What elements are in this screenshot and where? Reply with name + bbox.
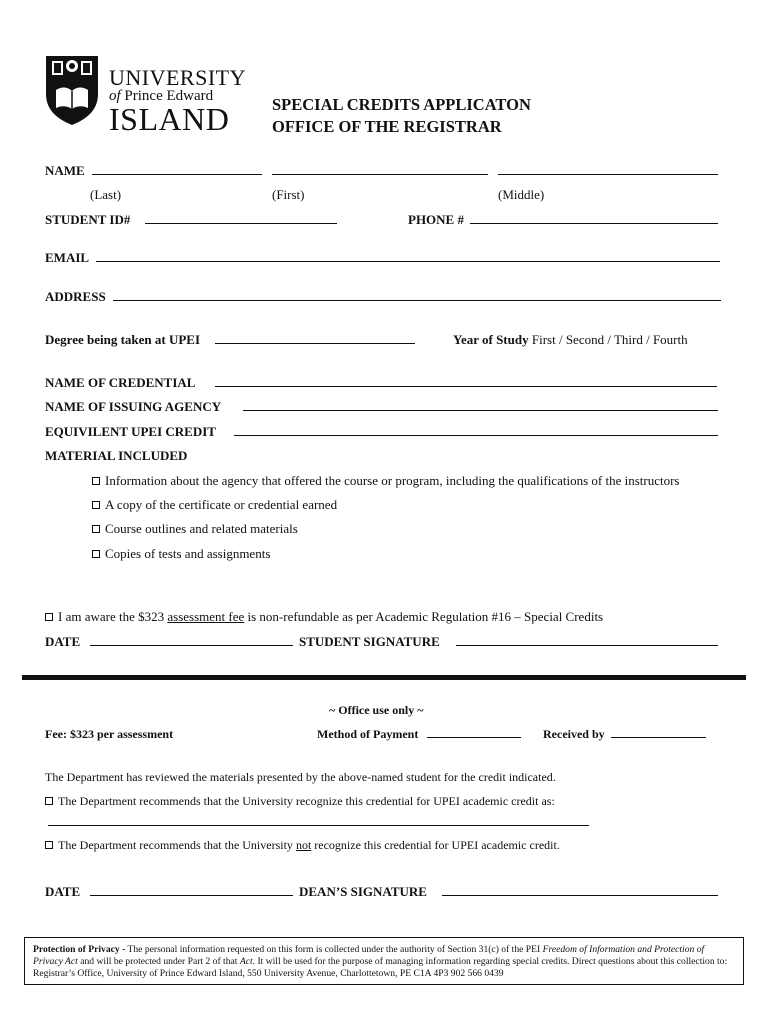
address-label: ADDRESS xyxy=(45,289,106,304)
fee-acknowledgement[interactable] xyxy=(45,609,603,625)
year-options[interactable]: First / Second / Third / Fourth xyxy=(531,332,688,347)
received-by-label: Received by xyxy=(543,727,605,741)
review-statement: The Department has reviewed the materials presented by the above-named student for the credit indicated. xyxy=(45,770,556,784)
degree-field[interactable] xyxy=(215,332,415,344)
phone-label: PHONE # xyxy=(408,212,464,227)
recommend-no-option[interactable] xyxy=(45,838,560,853)
phone-field[interactable] xyxy=(470,212,718,224)
recommend-yes-option[interactable] xyxy=(45,794,555,809)
year-label: Year of Study xyxy=(453,332,529,347)
degree-label: Degree being taken at UPEI xyxy=(45,332,201,347)
student-signature-label: STUDENT SIGNATURE xyxy=(299,634,440,649)
material-item-outlines[interactable] xyxy=(92,521,298,537)
logo-university-text: UNIVERSITY xyxy=(109,65,246,90)
university-logo xyxy=(44,54,246,137)
recommend-no-suffix: recognize this credential for UPEI academic credit. xyxy=(314,838,560,852)
university-crest-icon xyxy=(44,54,100,126)
privacy-notice xyxy=(24,937,744,985)
address-field[interactable] xyxy=(113,289,721,301)
privacy-act-name: Freedom of Information and Protection of Privacy Act xyxy=(33,944,705,967)
middle-name-field[interactable] xyxy=(498,163,718,175)
material-item-label: A copy of the certificate or credential earned xyxy=(105,497,338,512)
checkbox-icon[interactable] xyxy=(92,501,100,509)
form-title: SPECIAL CREDITS APPLICATON xyxy=(272,95,531,114)
logo-island-text: ISLAND xyxy=(109,101,230,137)
last-name-field[interactable] xyxy=(92,163,262,175)
email-field[interactable] xyxy=(96,250,720,262)
checkbox-icon[interactable] xyxy=(92,477,100,485)
dean-date-field[interactable] xyxy=(90,884,293,896)
recommend-no-prefix: The Department recommends that the University xyxy=(58,838,293,852)
privacy-title: Protection of Privacy - xyxy=(33,944,126,955)
material-item-label: Information about the agency that offered the course or program, including the qualifications of the instructors xyxy=(105,473,680,488)
date-label: DATE xyxy=(45,634,81,649)
equivalent-credit-field[interactable] xyxy=(234,424,718,436)
office-use-heading: ~ Office use only ~ xyxy=(329,703,424,717)
method-of-payment-field[interactable] xyxy=(427,727,521,738)
first-caption: (First) xyxy=(272,187,305,202)
checkbox-icon[interactable] xyxy=(92,550,100,558)
agency-label: NAME OF ISSUING AGENCY xyxy=(45,399,222,414)
date-field[interactable] xyxy=(90,634,293,646)
email-label: EMAIL xyxy=(45,250,90,265)
assessment-fee-link[interactable]: assessment fee xyxy=(167,609,245,624)
dean-date-label: DATE xyxy=(45,884,81,899)
privacy-act-short: Act xyxy=(239,956,253,967)
fee-text: Fee: $323 per assessment xyxy=(45,727,174,741)
ack-prefix: I am aware the $323 xyxy=(58,609,165,624)
equivalent-credit-label: EQUIVILENT UPEI CREDIT xyxy=(45,424,216,439)
material-item-label: Copies of tests and assignments xyxy=(105,546,271,561)
material-item-certificate[interactable] xyxy=(92,497,337,513)
checkbox-icon[interactable] xyxy=(45,841,53,849)
material-item-agency[interactable] xyxy=(92,473,679,489)
checkbox-icon[interactable] xyxy=(92,525,100,533)
year-of-study xyxy=(453,332,688,348)
last-caption: (Last) xyxy=(90,187,122,202)
checkbox-icon[interactable] xyxy=(45,797,53,805)
recommend-no-not: not xyxy=(295,838,312,852)
privacy-text-2: and will be protected under Part 2 of that xyxy=(80,956,238,967)
credit-recognized-field[interactable] xyxy=(48,815,589,826)
first-name-field[interactable] xyxy=(272,163,488,175)
dean-signature-field[interactable] xyxy=(442,884,718,896)
privacy-text-1: The personal information requested on this form is collected under the authority of Section 31(c) of the PEI xyxy=(127,944,541,955)
privacy-text-3: . It will be used for the purpose of managing information regarding special credits. Direct questions about this collection to: Registrar’s Office, University of Prince Edward Island, 550 University Avenue, Charlottetown, PE C1A 4P3 902 566 0439 xyxy=(33,956,728,979)
agency-field[interactable] xyxy=(243,399,718,411)
logo-prince-edward-label: Prince Edward xyxy=(124,88,214,104)
middle-caption: (Middle) xyxy=(498,187,545,202)
material-item-tests[interactable] xyxy=(92,546,270,562)
checkbox-icon[interactable] xyxy=(45,613,53,621)
student-id-field[interactable] xyxy=(145,212,337,224)
ack-suffix: is non-refundable as per Academic Regulation #16 – Special Credits xyxy=(247,609,604,624)
credential-field[interactable] xyxy=(215,375,717,387)
material-item-label: Course outlines and related materials xyxy=(105,521,298,536)
name-label: NAME xyxy=(45,163,85,178)
dean-signature-label: DEAN’S SIGNATURE xyxy=(299,884,427,899)
section-divider xyxy=(22,675,746,680)
form-subtitle: OFFICE OF THE REGISTRAR xyxy=(272,117,502,136)
student-id-label: STUDENT ID# xyxy=(45,212,131,227)
recommend-yes-label: The Department recommends that the University recognize this credential for UPEI academic credit as: xyxy=(58,794,555,808)
method-of-payment-label: Method of Payment xyxy=(317,727,419,741)
credential-label: NAME OF CREDENTIAL xyxy=(45,375,196,390)
material-included-label: MATERIAL INCLUDED xyxy=(45,448,188,463)
logo-of-text: of xyxy=(109,88,121,104)
received-by-field[interactable] xyxy=(611,727,706,738)
student-signature-field[interactable] xyxy=(456,634,718,646)
